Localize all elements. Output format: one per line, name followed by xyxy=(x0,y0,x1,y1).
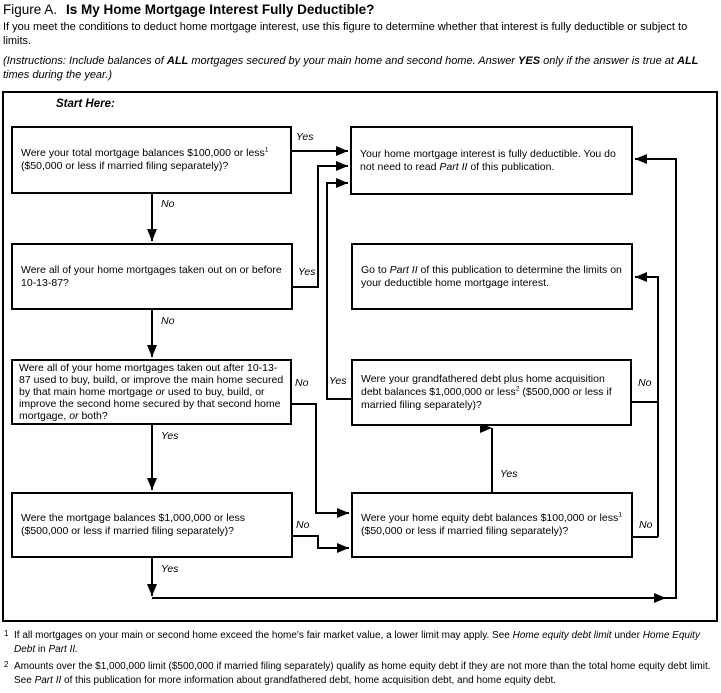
node-q2-text: Were all of your home mortgages taken out on or before 10-13-87? xyxy=(21,263,282,289)
node-go-to-part2 xyxy=(351,243,633,310)
node-q2-before-101387 xyxy=(11,243,293,310)
node-q4-text: Were the mortgage balances $1,000,000 or less ($500,000 or less if married filing separately)? xyxy=(21,512,245,537)
node-q3-text: Were all of your home mortgages taken out after 10-13-87 used to buy, build, or improve the main home secured by that main home mortgage or used to buy, build, or improve the second home secured by that second home mortgage, or both? xyxy=(19,361,284,423)
edge-label-q4-no: No xyxy=(296,519,310,531)
figure-heading xyxy=(3,2,374,17)
instructions-text: (Instructions: Include balances of ALL mortgages secured by your main home and second home. Answer YES only if the answer is true at ALL times during the year.) xyxy=(3,55,699,81)
footnote-2 xyxy=(4,660,718,687)
edge-label-home-equity-no: No xyxy=(639,519,653,531)
node-home-equity-debt xyxy=(351,492,633,558)
node-go-to-part2-text: Go to Part II of this publication to determine the limits on your deductible home mortgage interest. xyxy=(361,263,622,289)
edge-label-q1-no: No xyxy=(161,198,175,210)
edge-label-q3-yes: Yes xyxy=(161,430,179,442)
footnote-2-text: Amounts over the $1,000,000 limit ($500,000 if married filing separately) qualify as home equity debt if they are not more than the total home equity debt limit. See Part II of this publication for more information about grandfathered debt, home acquisition debt, and home equity debt. xyxy=(14,661,711,686)
footnote-1 xyxy=(4,629,718,656)
edge-label-home-equity-yes: Yes xyxy=(500,468,518,480)
footnote-2-marker: 2 xyxy=(4,660,9,669)
footnote-1-text: If all mortgages on your main or second home exceed the home's fair market value, a lower limit may apply. See Home equity debt limit under Home Equity Debt in Part II. xyxy=(14,630,700,655)
figure-label: Figure A. xyxy=(3,2,58,17)
node-q4-million-limit xyxy=(11,492,293,558)
node-q3-buy-build-improve xyxy=(11,359,292,425)
node-grandfathered-text: Were your grandfathered debt plus home acquisition debt balances $1,000,000 or less$^2$ ($500,000 or less if married filing separately)? xyxy=(361,373,612,411)
edge-label-q2-yes: Yes xyxy=(298,266,316,278)
edge-label-grandfathered-no: No xyxy=(638,377,652,389)
start-here-label: Start Here: xyxy=(56,98,115,110)
node-grandfathered-debt xyxy=(351,359,632,426)
footnote-1-marker: 1 xyxy=(4,629,9,638)
figure-title: Is My Home Mortgage Interest Fully Deductible? xyxy=(66,2,375,17)
node-fully-deductible xyxy=(350,126,633,195)
node-q1-total-balances xyxy=(11,126,292,194)
intro-text: If you meet the conditions to deduct home mortgage interest, use this figure to determine whether that interest is fully deductible or subject to limits. xyxy=(3,21,688,47)
node-home-equity-text: Were your home equity debt balances $100,000 or less$^1$ ($50,000 or less if married filing separately)? xyxy=(361,511,623,537)
edge-label-q2-no: No xyxy=(161,315,175,327)
node-q1-text: Were your total mortgage balances $100,000 or less$^1$ ($50,000 or less if married filing separately)? xyxy=(21,146,269,172)
edge-label-q3-no: No xyxy=(295,377,309,389)
edge-label-q4-yes: Yes xyxy=(161,563,179,575)
edge-label-q1-yes: Yes xyxy=(296,131,314,143)
node-fully-deductible-text: Your home mortgage interest is fully deductible. You do not need to read Part II of this publication. xyxy=(360,147,616,173)
edge-label-grandfathered-yes: Yes xyxy=(329,375,347,387)
